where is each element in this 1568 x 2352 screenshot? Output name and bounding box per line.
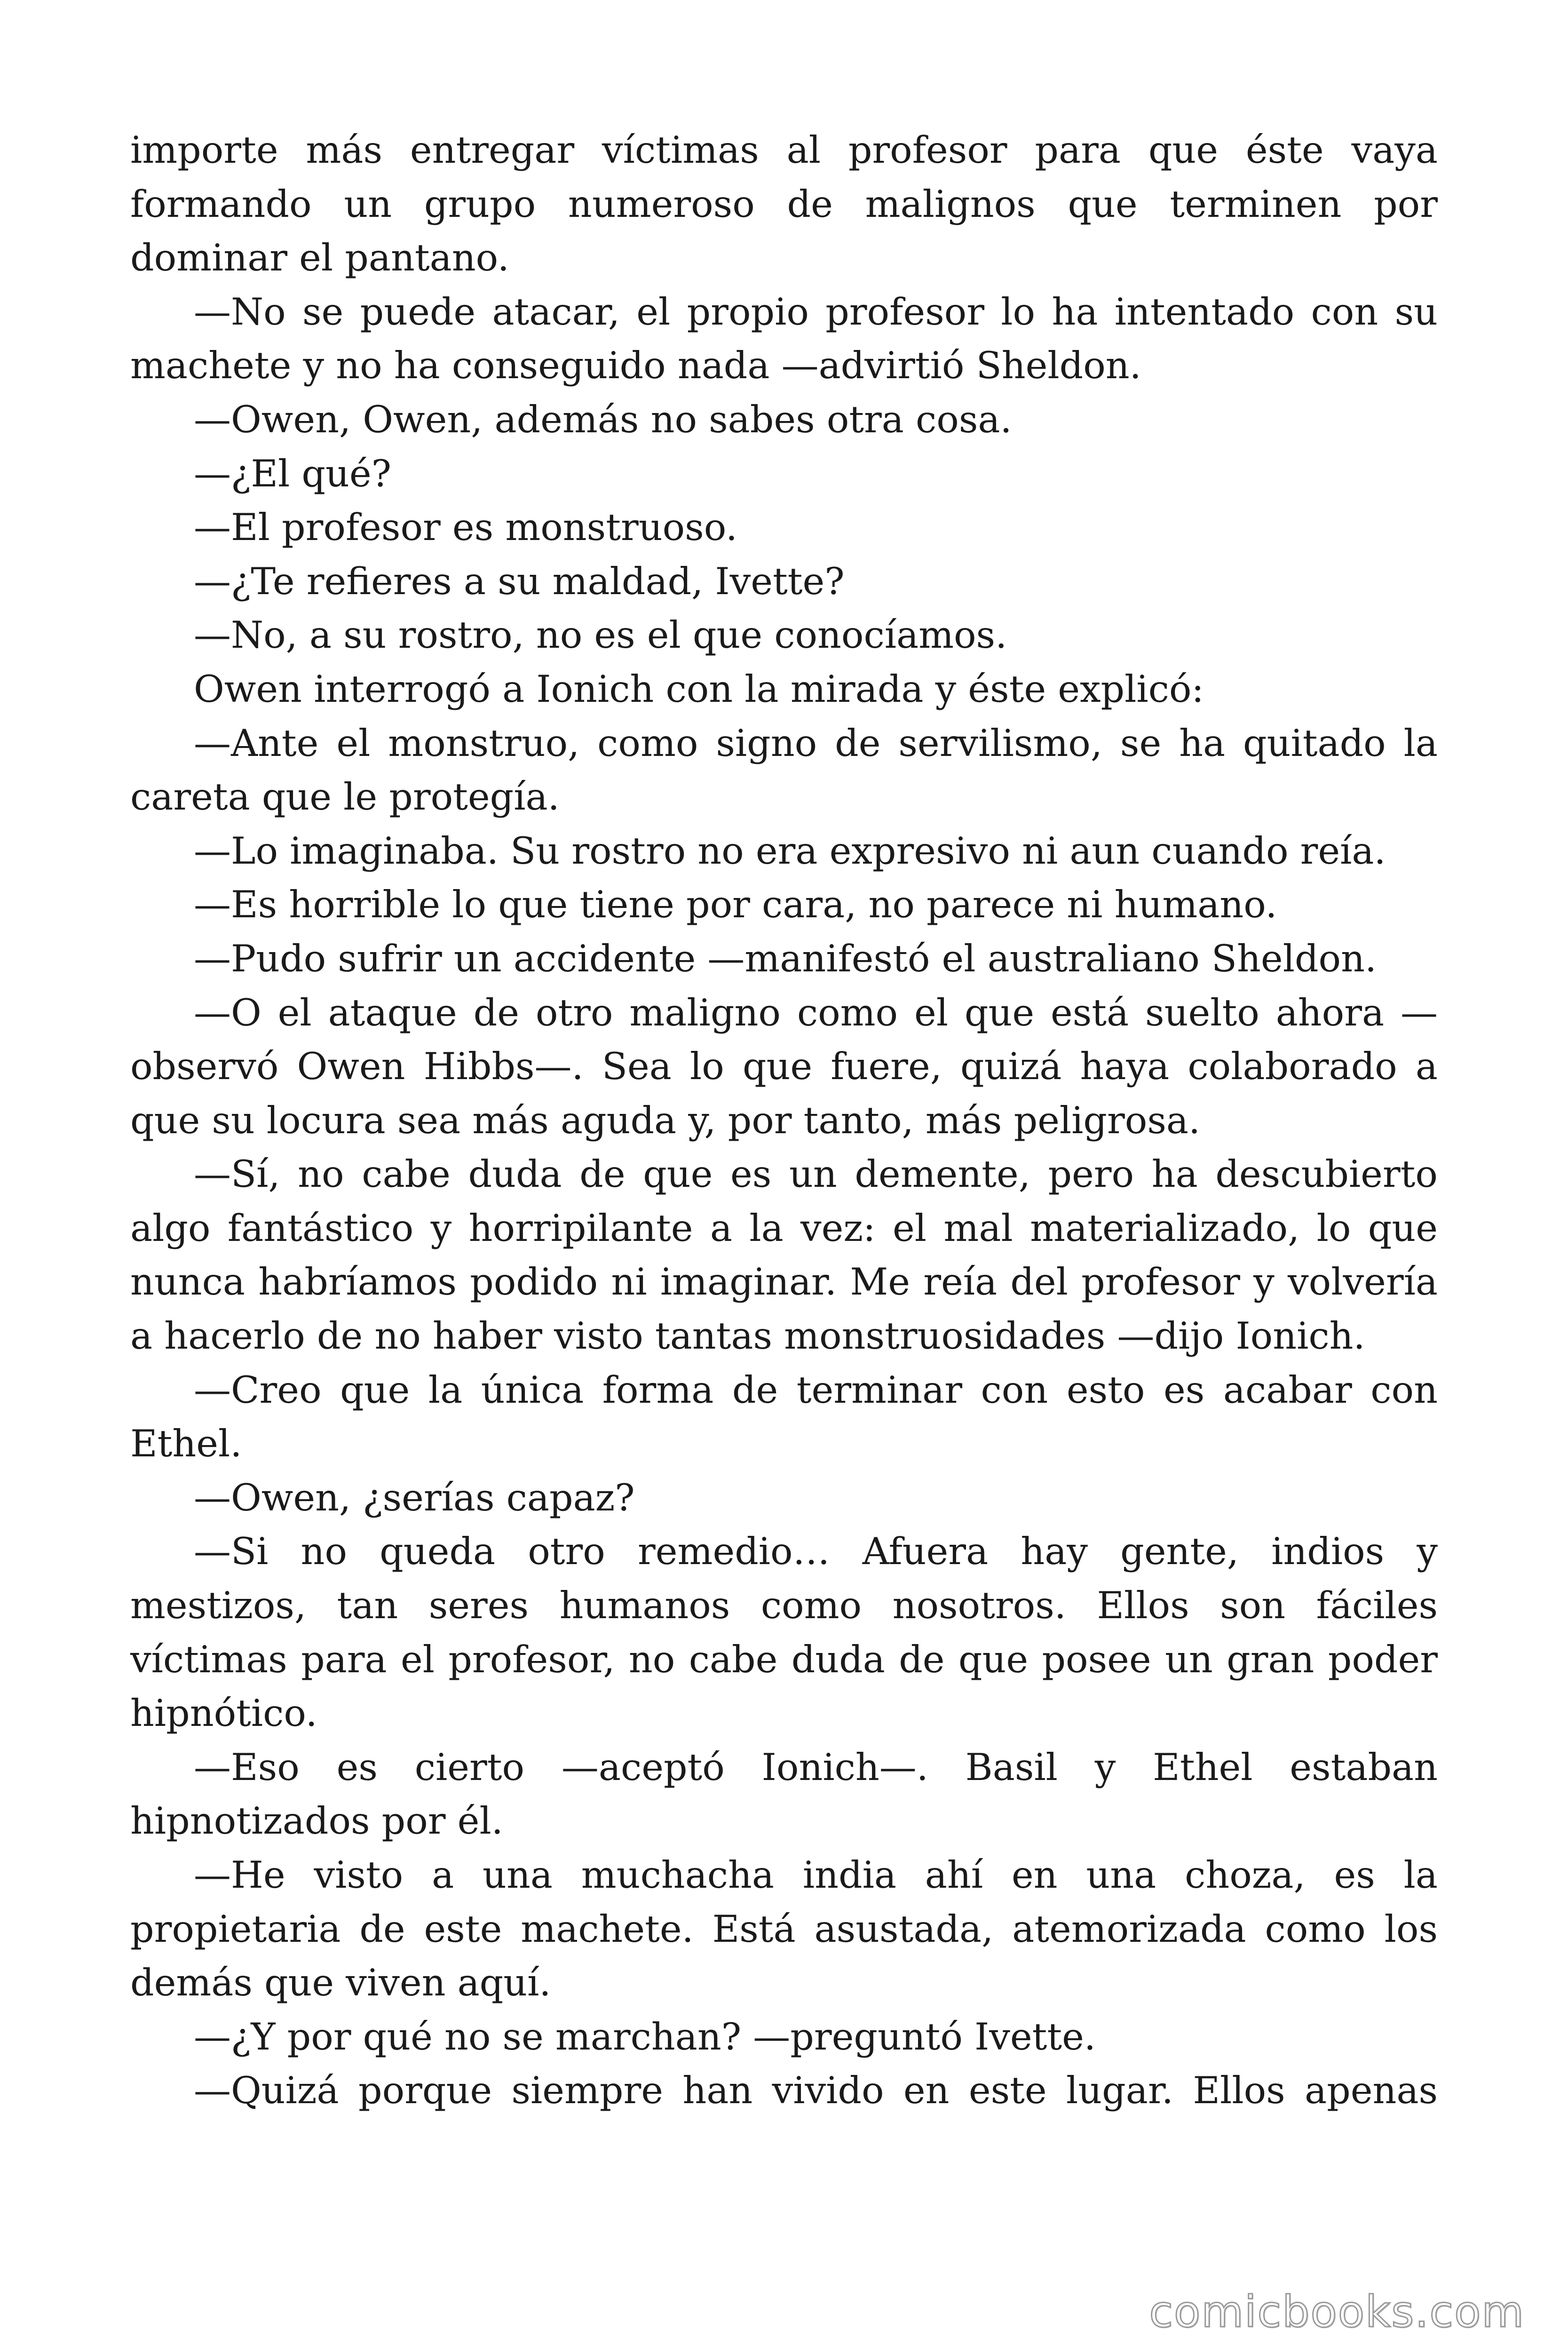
paragraph: —Eso es cierto —aceptó Ionich—. Basil y Ethel estaban hipnotizados por él. — [130, 1745, 1438, 1843]
paragraph: —Owen, Owen, además no sabes otra cosa. — [194, 397, 1012, 441]
paragraph: —El profesor es monstruoso. — [194, 506, 737, 549]
paragraph: —Es horrible lo que tiene por cara, no parece ni humano. — [194, 883, 1277, 927]
paragraph: —Creo que la única forma de terminar con esto es acabar con Ethel. — [130, 1368, 1438, 1466]
paragraph: importe más entregar víctimas al profesor para que éste vaya formando un grupo numeroso de malignos que terminen por dominar el pantano. — [130, 128, 1438, 280]
paragraph: —¿Te refieres a su maldad, Ivette? — [194, 559, 845, 603]
paragraph: —¿El qué? — [194, 452, 391, 495]
paragraph: —Owen, ¿serías capaz? — [194, 1476, 635, 1519]
paragraph: —Si no queda otro remedio… Afuera hay gente, indios y mestizos, tan seres humanos como nosotros. Ellos son fáciles víctimas para el profesor, no cabe duda de que posee un gran poder hipnótico. — [130, 1530, 1438, 1735]
paragraph: —O el ataque de otro maligno como el que está suelto ahora —observó Owen Hibbs—. Sea lo que fuere, quizá haya colaborado a que su locura sea más aguda y, por tanto, más peligrosa. — [130, 991, 1438, 1142]
paragraph: —Ante el monstruo, como signo de servilismo, se ha quitado la careta que le protegía. — [130, 721, 1438, 819]
paragraph: —He visto a una muchacha india ahí en una choza, es la propietaria de este machete. Está asustada, atemorizada como los demás que viven aquí. — [130, 1853, 1438, 2005]
paragraph: —Sí, no cabe duda de que es un demente, pero ha descubierto algo fantástico y horripilante a la vez: el mal materializado, lo que nunca habríamos podido ni imaginar. Me reía del profesor y volvería a hacerlo de no haber visto tantas monstruosidades —dijo Ionich. — [130, 1152, 1438, 1358]
paragraph: —¿Y por qué no se marchan? —preguntó Ivette. — [194, 2015, 1096, 2058]
paragraph: —No, a su rostro, no es el que conocíamos. — [194, 613, 1007, 657]
watermark-logo: comicbooks.com — [1149, 2287, 1525, 2337]
body-text — [130, 123, 1438, 2118]
paragraph: —Lo imaginaba. Su rostro no era expresivo ni aun cuando reía. — [194, 829, 1386, 873]
paragraph: Owen interrogó a Ionich con la mirada y éste explicó: — [194, 667, 1204, 711]
paragraph: —No se puede atacar, el propio profesor lo ha intentado con su machete y no ha conseguido nada —advirtió Sheldon. — [130, 290, 1438, 388]
paragraph: —Pudo sufrir un accidente —manifestó el australiano Sheldon. — [194, 937, 1377, 980]
paragraph: —Quizá porque siempre han vivido en este lugar. Ellos apenas — [194, 2069, 1438, 2113]
